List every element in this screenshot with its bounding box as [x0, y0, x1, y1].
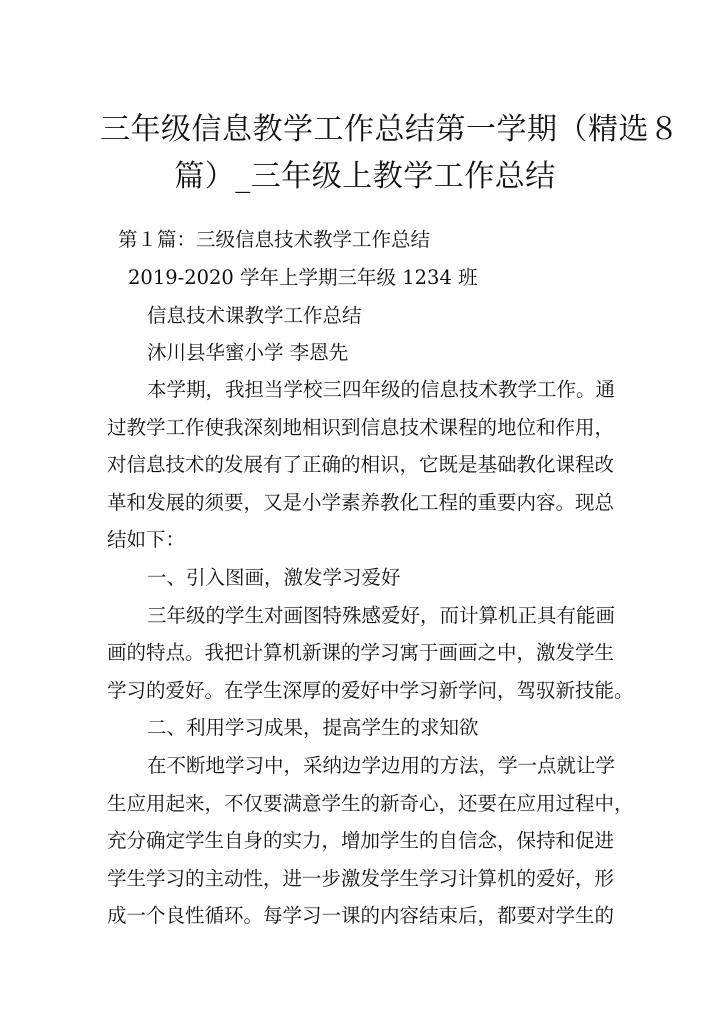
- paragraph-line: 2019-2020 学年上学期三年级 1234 班: [128, 266, 478, 289]
- subsection-heading: 二、利用学习成果，提高学生的求知欲: [147, 716, 479, 739]
- section-heading: 第１篇：三级信息技术教学工作总结: [118, 228, 431, 251]
- paragraph-line: 生应用起来，不仅要满意学生的新奇心，还要在应用过程中，: [107, 792, 634, 815]
- author-line: 沐川县华蜜小学 李恩先: [147, 341, 349, 364]
- paragraph-line: 学生学习的主动性，进一步激发学生学习计算机的爱好，形: [107, 867, 615, 890]
- paragraph-line: 结如下：: [107, 528, 186, 551]
- paragraph-line: 充分确定学生自身的实力，增加学生的自信念，保持和促进: [107, 829, 615, 852]
- paragraph-line: 画的特点。我把计算机新课的学习寓于画画之中，激发学生: [107, 641, 615, 664]
- paragraph-line: 在不断地学习中，采纳边学边用的方法，学一点就让学: [147, 754, 616, 777]
- paragraph-line: 三年级的学生对画图特殊感爱好，而计算机正具有能画: [147, 604, 616, 627]
- paragraph-line: 革和发展的须要，又是小学素养教化工程的重要内容。现总: [107, 491, 615, 514]
- paragraph-line: 过教学工作使我深刻地相识到信息技术课程的地位和作用，: [107, 416, 615, 439]
- document-title-line-2: 篇）_三年级上教学工作总结: [174, 159, 556, 194]
- document-title-line-1: 三年级信息教学工作总结第一学期（精选８: [100, 112, 680, 147]
- paragraph-line: 成一个良性循环。每学习一课的内容结束后，都要对学生的: [107, 904, 615, 927]
- paragraph-line: 对信息技术的发展有了正确的相识，它既是基础教化课程改: [107, 453, 615, 476]
- subsection-heading: 一、引入图画，激发学习爱好: [147, 566, 401, 589]
- paragraph-line: 学习的爱好。在学生深厚的爱好中学习新学问，驾驭新技能。: [107, 679, 634, 702]
- paragraph-line: 信息技术课教学工作总结: [147, 304, 362, 327]
- paragraph-line: 本学期，我担当学校三四年级的信息技术教学工作。通: [147, 378, 616, 401]
